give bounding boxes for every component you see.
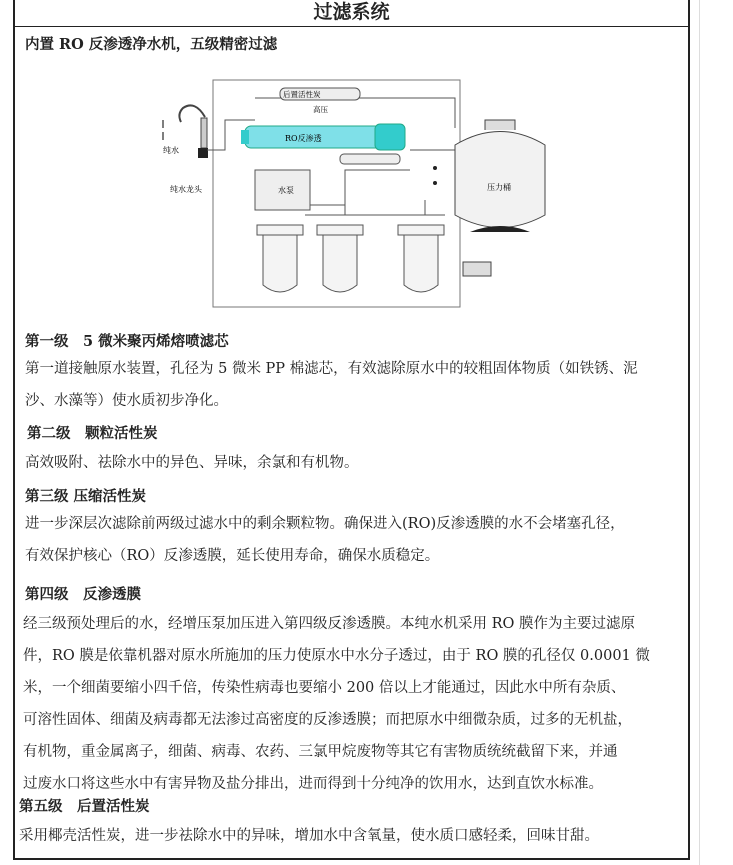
page-title: 过滤系统 xyxy=(15,0,688,27)
ro-label: RO反渗透 xyxy=(285,134,322,143)
stage-4-text xyxy=(23,608,650,800)
text-line: 沙、水藻等）使水质初步净化。 xyxy=(25,393,228,409)
stage-3-text xyxy=(25,508,625,572)
stage-4-heading: 第四级 反渗透膜 xyxy=(25,586,141,603)
stage-5-heading: 第五级 后置活性炭 xyxy=(19,798,150,815)
document-frame xyxy=(13,0,690,860)
svg-text:压力桶: 压力桶 xyxy=(487,183,511,192)
stage-2-heading: 第二级 颗粒活性炭 xyxy=(27,425,158,442)
text-line: 高效吸附、祛除水中的异色、异味，余氯和有机物。 xyxy=(25,455,359,471)
text-line: 米，一个细菌要缩小四千倍，传染性病毒也要缩小 200 倍以上才能通过，因此水中所有杂质、 xyxy=(23,680,626,696)
text-line: 经三级预处理后的水，经增压泵加压进入第四级反渗透膜。本纯水机采用 RO 膜作为主要过滤原 xyxy=(23,616,636,632)
text-line: 第一道接触原水装置，孔径为 5 微米 PP 棉滤芯，有效滤除原水中的较粗固体物质（如铁锈、泥 xyxy=(25,361,638,377)
text-line: 采用椰壳活性炭，进一步祛除水中的异味，增加水中含氧量，使水质口感轻柔，回味甘甜。 xyxy=(19,828,599,844)
subtitle: 内置 RO 反渗透净水机，五级精密过滤 xyxy=(25,36,278,53)
text-line: 可溶性固体、细菌及病毒都无法渗过高密度的反渗透膜；而把原水中细微杂质，过多的无机盐， xyxy=(23,712,632,728)
svg-text:后置活性炭: 后置活性炭 xyxy=(283,90,321,99)
text-line: 有机物，重金属离子，细菌、病毒、农药、三氯甲烷废物等其它有害物质统统截留下来，并通 xyxy=(23,744,618,760)
text-line: 有效保护核心（RO）反渗透膜，延长使用寿命，确保水质稳定。 xyxy=(25,548,440,564)
stage-1-heading: 第一级 5 微米聚丙烯熔喷滤芯 xyxy=(25,333,229,350)
stage-1-text xyxy=(25,353,638,417)
svg-text:水泵: 水泵 xyxy=(278,186,294,195)
pure-water-label: 纯水 xyxy=(163,146,179,155)
stage-2-text xyxy=(25,447,359,479)
page-edge-rule xyxy=(699,0,700,865)
text-line: 过废水口将这些水中有害异物及盐分排出，进而得到十分纯净的饮用水，达到直饮水标准。 xyxy=(23,776,603,792)
stage-3-heading: 第三级 压缩活性炭 xyxy=(25,488,147,505)
filter-system-diagram xyxy=(15,0,688,330)
faucet-label: 纯水龙头 xyxy=(170,185,202,194)
high-pressure-label: 高压 xyxy=(313,105,328,114)
filter-housings xyxy=(257,225,444,292)
text-line: 进一步深层次滤除前两级过滤水中的剩余颗粒物。确保进入(RO)反渗透膜的水不会堵塞孔径， xyxy=(25,516,625,532)
text-line: 件，RO 膜是依靠机器对原水所施加的压力使原水中水分子透过，由于 RO 膜的孔径仅 0.0001 微 xyxy=(23,648,650,664)
stage-5-text xyxy=(19,820,599,852)
pressure-tank xyxy=(455,132,545,228)
